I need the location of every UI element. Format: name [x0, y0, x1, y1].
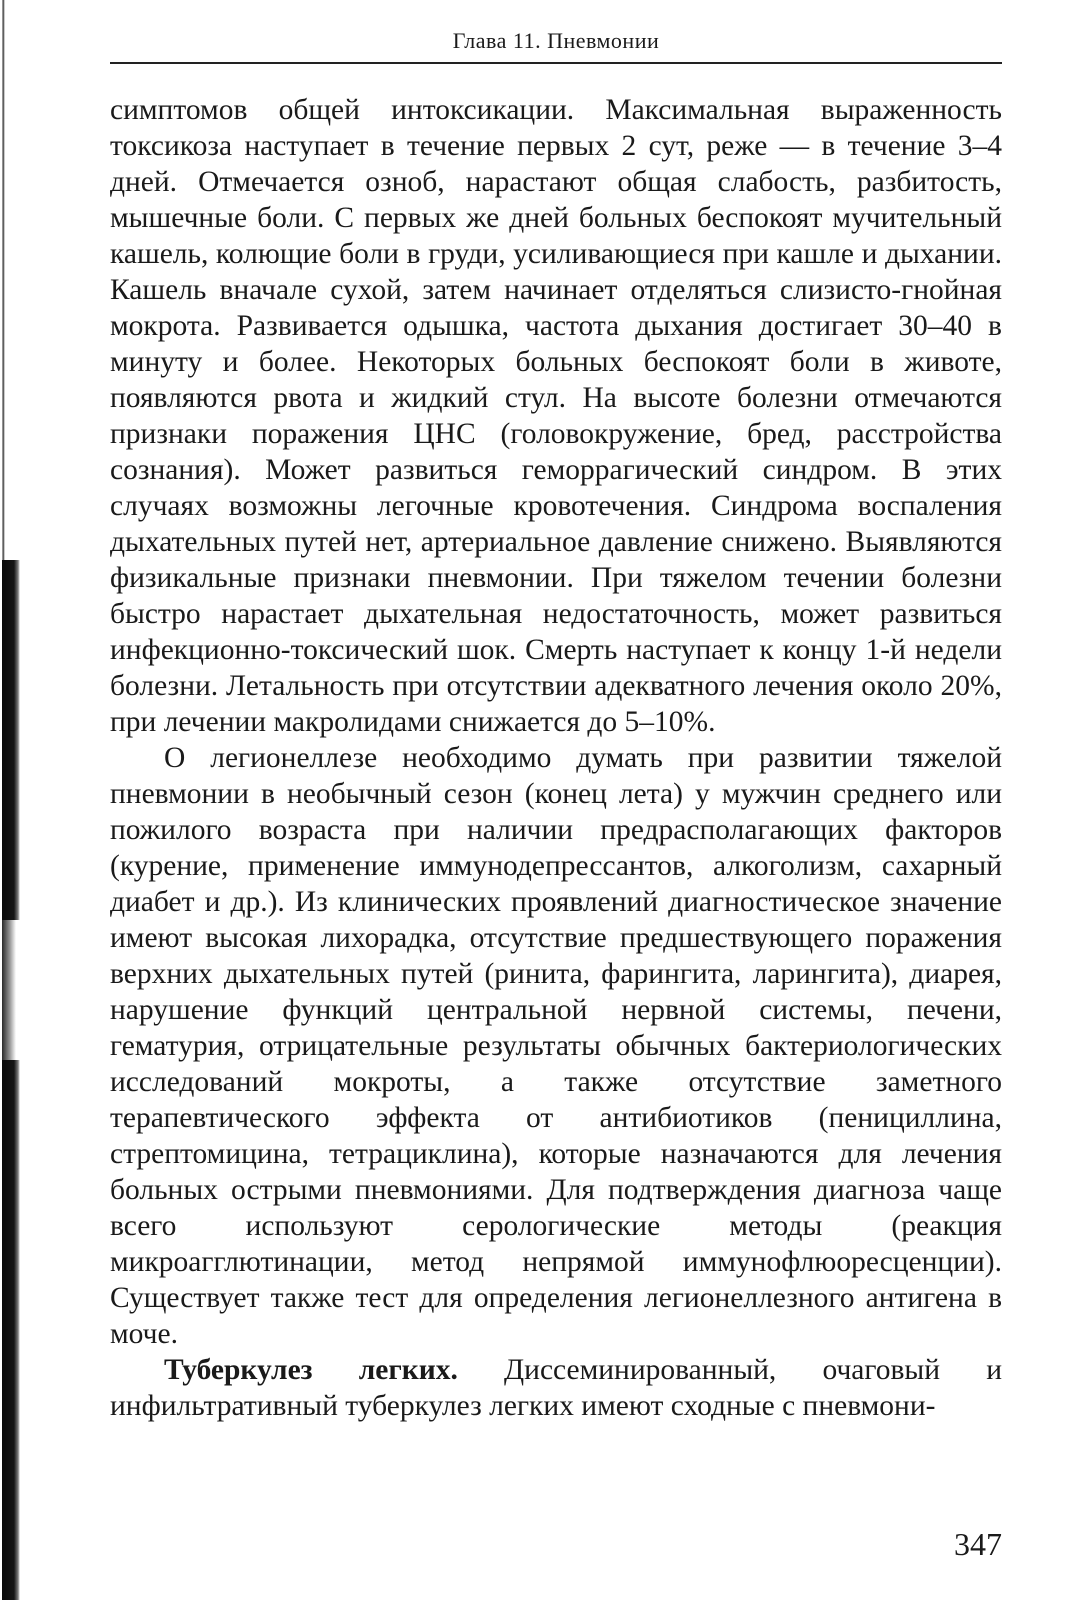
scan-binding-shadow — [2, 560, 20, 1600]
body-paragraph-1: симптомов общей интоксикации. Максимальная выраженность токсикоза наступает в течение первых 2 сут, реже — в течение 3–4 дней. Отмечается озноб, нарастают общая слабость, разбитость, мышечные боли. С первых же дней больных беспокоят мучительный кашель, колющие боли в груди, усиливающиеся при кашле и дыхании. Кашель вначале сухой, затем начинает отделяться слизисто-гнойная мокрота. Развивается одышка, частота дыхания достигает 30–40 в минуту и более. Некоторых больных беспокоят боли в животе, появляются рвота и жидкий стул. На высоте болезни отмечаются признаки поражения ЦНС (головокружение, бред, расстройства сознания). Может развиться геморрагический синдром. В этих случаях возможны легочные кровотечения. Синдрома воспаления дыхательных путей нет, артериальное давление снижено. Выявляются физикальные признаки пневмонии. При тяжелом течении болезни быстро нарастает дыхательная недостаточность, может развиться инфекционно-токсический шок. Смерть наступает к концу 1-й недели болезни. Летальность при отсутствии адекватного лечения около 20%, при лечении макролидами снижается до 5–10%. — [110, 94, 1002, 738]
page-body — [110, 92, 1002, 1424]
header-rule — [110, 62, 1002, 64]
scan-binding-shadow-gap — [2, 920, 20, 1060]
page-number: 347 — [954, 1526, 1002, 1562]
body-paragraph-2: О легионеллезе необходимо думать при развитии тяжелой пневмонии в необычный сезон (конец лета) у мужчин среднего или пожилого возраста при наличии предрасполагающих факторов (курение, применение иммунодепрессантов, алкоголизм, сахарный диабет и др.). Из клинических проявлений диагностическое значение имеют высокая лихорадка, отсутствие предшествующего поражения верхних дыхательных путей (ринита, фарингита, ларингита), диарея, нарушение функций центральной нервной системы, печени, гематурия, отрицательные результаты обычных бактериологических исследований мокроты, а также отсутствие заметного терапевтического эффекта от антибиотиков (пенициллина, стрептомицина, тетрациклина), которые назначаются для лечения больных острыми пневмониями. Для подтверждения диагноза чаще всего используют серологические методы (реакция микроагглютинации, метод непрямой иммунофлюоресценции). Существует также тест для определения легионеллезного антигена в моче. — [110, 742, 1002, 1350]
body-paragraph-3-text: Диссеминированный, очаговый и инфильтративный туберкулез легких имеют сходные с пневмони- — [110, 1354, 1002, 1422]
body-paragraph-3 — [110, 1352, 1002, 1424]
running-head: Глава 11. Пневмонии — [452, 28, 660, 53]
run-in-heading: Туберкулез легких. — [164, 1354, 458, 1386]
